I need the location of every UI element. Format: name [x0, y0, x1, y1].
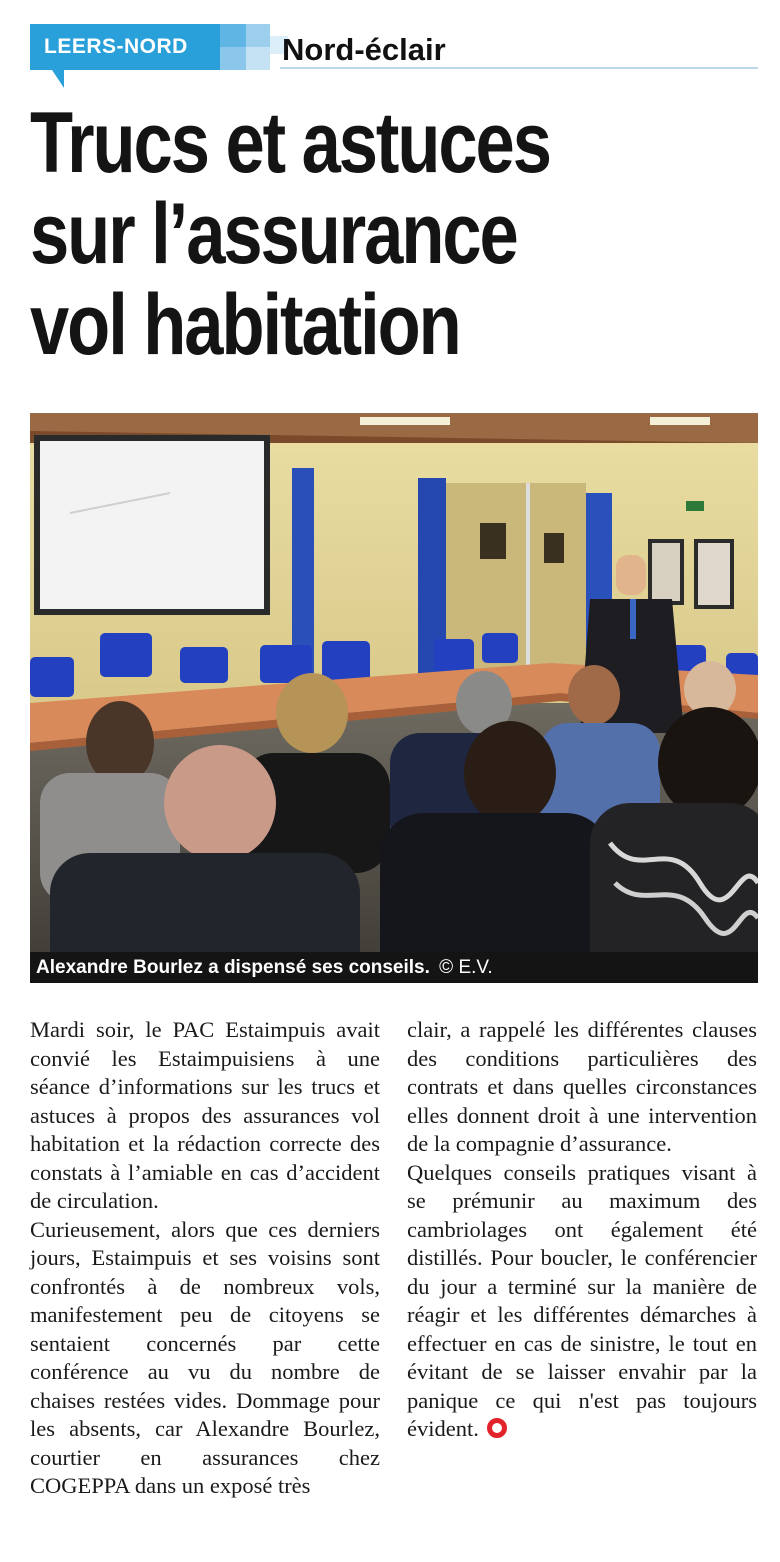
paragraph-text: Quelques conseils pratiques visant à se prémunir au maximum des cambriolages ont également été distillés. Pour boucler, le conférencier du jour a terminé sur la manière de réagir et les différentes démarches à effectuer en cas de sinistre, le tout en évitant de se laisser envahir par la panique ce qui n'est pas toujours évident. — [407, 1159, 757, 1441]
caption-text: Alexandre Bourlez a dispensé ses conseils. — [36, 957, 430, 978]
paragraph-last — [407, 1159, 757, 1444]
paragraph: Mardi soir, le PAC Estaimpuis avait convié les Estaimpuisiens à une séance d’informations sur les trucs et astuces à propos des assurances vol habitation et la rédaction correcte des constats à l’amiable en cas d’accident de circulation. — [30, 1017, 380, 1213]
section-tag-pointer — [52, 70, 64, 88]
article-column-right — [407, 1016, 757, 1444]
article-column-left — [30, 1016, 380, 1501]
newspaper-brand: Nord-éclair — [282, 32, 446, 67]
conference-room-illustration — [30, 413, 758, 983]
end-of-article-icon — [487, 1418, 507, 1438]
section-tag: LEERS-NORD — [30, 24, 220, 70]
headline-line-2: sur l’assurance — [30, 186, 517, 282]
photo-caption — [30, 952, 758, 983]
article-photo — [30, 413, 758, 983]
headline-line-3: vol habitation — [30, 277, 460, 373]
newspaper-header — [30, 24, 758, 74]
paragraph: Curieusement, alors que ces derniers jours, Estaimpuis et ses voisins sont confrontés à de nombreux vols, manifestement peu de citoyens se sentaient concernés par cette conférence au vu du nombre de chaises restées vides. Dommage pour les absents, car Alexandre Bourlez, courtier en assurances chez COGEPPA dans un exposé très — [30, 1216, 380, 1498]
headline — [30, 95, 629, 373]
photo-credit: © E.V. — [439, 957, 493, 978]
headline-line-1: Trucs et astuces — [30, 95, 550, 191]
paragraph: clair, a rappelé les différentes clauses des conditions particulières des contrats et dans quelles circonstances elles donnent droit à une intervention de la compagnie d’assurance. — [407, 1017, 757, 1156]
